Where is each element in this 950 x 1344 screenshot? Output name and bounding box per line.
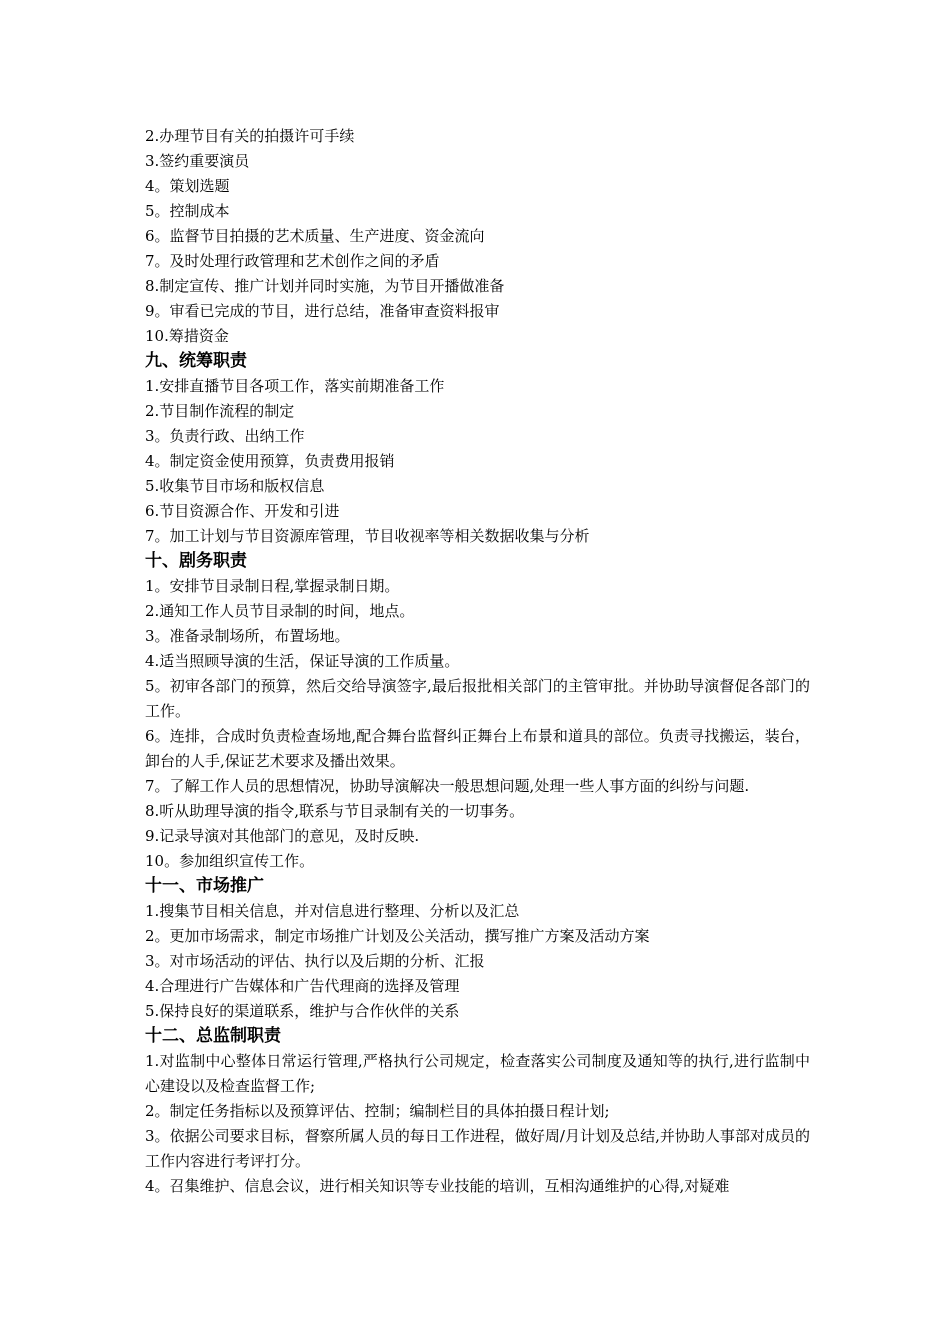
list-item: 10。参加组织宣传工作。 (145, 852, 315, 870)
list-item: 2.通知工作人员节目录制的时间，地点。 (145, 602, 415, 620)
list-item: 1.搜集节目相关信息，并对信息进行整理、分析以及汇总 (145, 902, 520, 920)
list-item: 2。更加市场需求，制定市场推广计划及公关活动，撰写推广方案及活动方案 (145, 927, 650, 945)
document-page (145, 124, 810, 1199)
section-marketing (145, 874, 810, 1024)
section-heading: 九、统筹职责 (145, 351, 247, 371)
list-item: 1。安排节目录制日程,掌握录制日期。 (145, 577, 400, 595)
list-item: 9。审看已完成的节目，进行总结，准备审查资料报审 (145, 302, 500, 320)
section-stage-affairs-duties (145, 549, 810, 874)
section-coordination-duties (145, 349, 810, 549)
list-item: 8.制定宣传、推广计划并同时实施，为节目开播做准备 (145, 277, 505, 295)
list-item: 5。控制成本 (145, 202, 230, 220)
list-item: 7。了解工作人员的思想情况，协助导演解决一般思想问题,处理一些人事方面的纠纷与问题. (145, 777, 750, 795)
section-heading: 十一、市场推广 (145, 876, 264, 896)
list-item: 7。加工计划与节目资源库管理，节目收视率等相关数据收集与分析 (145, 527, 590, 545)
list-item: 4.适当照顾导演的生活，保证导演的工作质量。 (145, 652, 460, 670)
section-producer-duties (145, 124, 810, 349)
list-item: 3。准备录制场所，布置场地。 (145, 627, 350, 645)
list-item: 3。对市场活动的评估、执行以及后期的分析、汇报 (145, 952, 485, 970)
list-item: 6.节目资源合作、开发和引进 (145, 502, 340, 520)
list-item: 5。初审各部门的预算，然后交给导演签字,最后报批相关部门的主管审批。并协助导演督促各部门的工作。 (145, 677, 810, 720)
list-item: 6。监督节目拍摄的艺术质量、生产进度、资金流向 (145, 227, 485, 245)
list-item: 3。负责行政、出纳工作 (145, 427, 305, 445)
list-item: 10.筹措资金 (145, 327, 229, 345)
list-item: 7。及时处理行政管理和艺术创作之间的矛盾 (145, 252, 440, 270)
list-item: 5.保持良好的渠道联系，维护与合作伙伴的关系 (145, 1002, 460, 1020)
list-item: 4。策划选题 (145, 177, 230, 195)
list-item: 2.办理节目有关的拍摄许可手续 (145, 127, 355, 145)
list-item: 3。依据公司要求目标，督察所属人员的每日工作进程，做好周/月计划及总结,并协助人事部对成员的工作内容进行考评打分。 (145, 1127, 810, 1170)
list-item: 8.听从助理导演的指令,联系与节目录制有关的一切事务。 (145, 802, 525, 820)
list-item: 4。召集维护、信息会议，进行相关知识等专业技能的培训，互相沟通维护的心得,对疑难 (145, 1177, 730, 1195)
list-item: 4。制定资金使用预算，负责费用报销 (145, 452, 395, 470)
list-item: 9.记录导演对其他部门的意见，及时反映. (145, 827, 420, 845)
list-item: 1.对监制中心整体日常运行管理,严格执行公司规定，检查落实公司制度及通知等的执行,进行监制中心建设以及检查监督工作; (145, 1052, 810, 1095)
section-heading: 十二、总监制职责 (145, 1026, 281, 1046)
section-heading: 十、剧务职责 (145, 551, 247, 571)
section-chief-supervisor-duties (145, 1024, 810, 1199)
list-item: 4.合理进行广告媒体和广告代理商的选择及管理 (145, 977, 460, 995)
list-item: 2.节目制作流程的制定 (145, 402, 295, 420)
list-item: 5.收集节目市场和版权信息 (145, 477, 325, 495)
list-item: 1.安排直播节目各项工作，落实前期准备工作 (145, 377, 445, 395)
list-item: 3.签约重要演员 (145, 152, 250, 170)
list-item: 2。制定任务指标以及预算评估、控制；编制栏目的具体拍摄日程计划; (145, 1102, 610, 1120)
list-item: 6。连排，合成时负责检查场地,配合舞台监督纠正舞台上布景和道具的部位。负责寻找搬运，装台，卸台的人手,保证艺术要求及播出效果。 (145, 727, 810, 770)
